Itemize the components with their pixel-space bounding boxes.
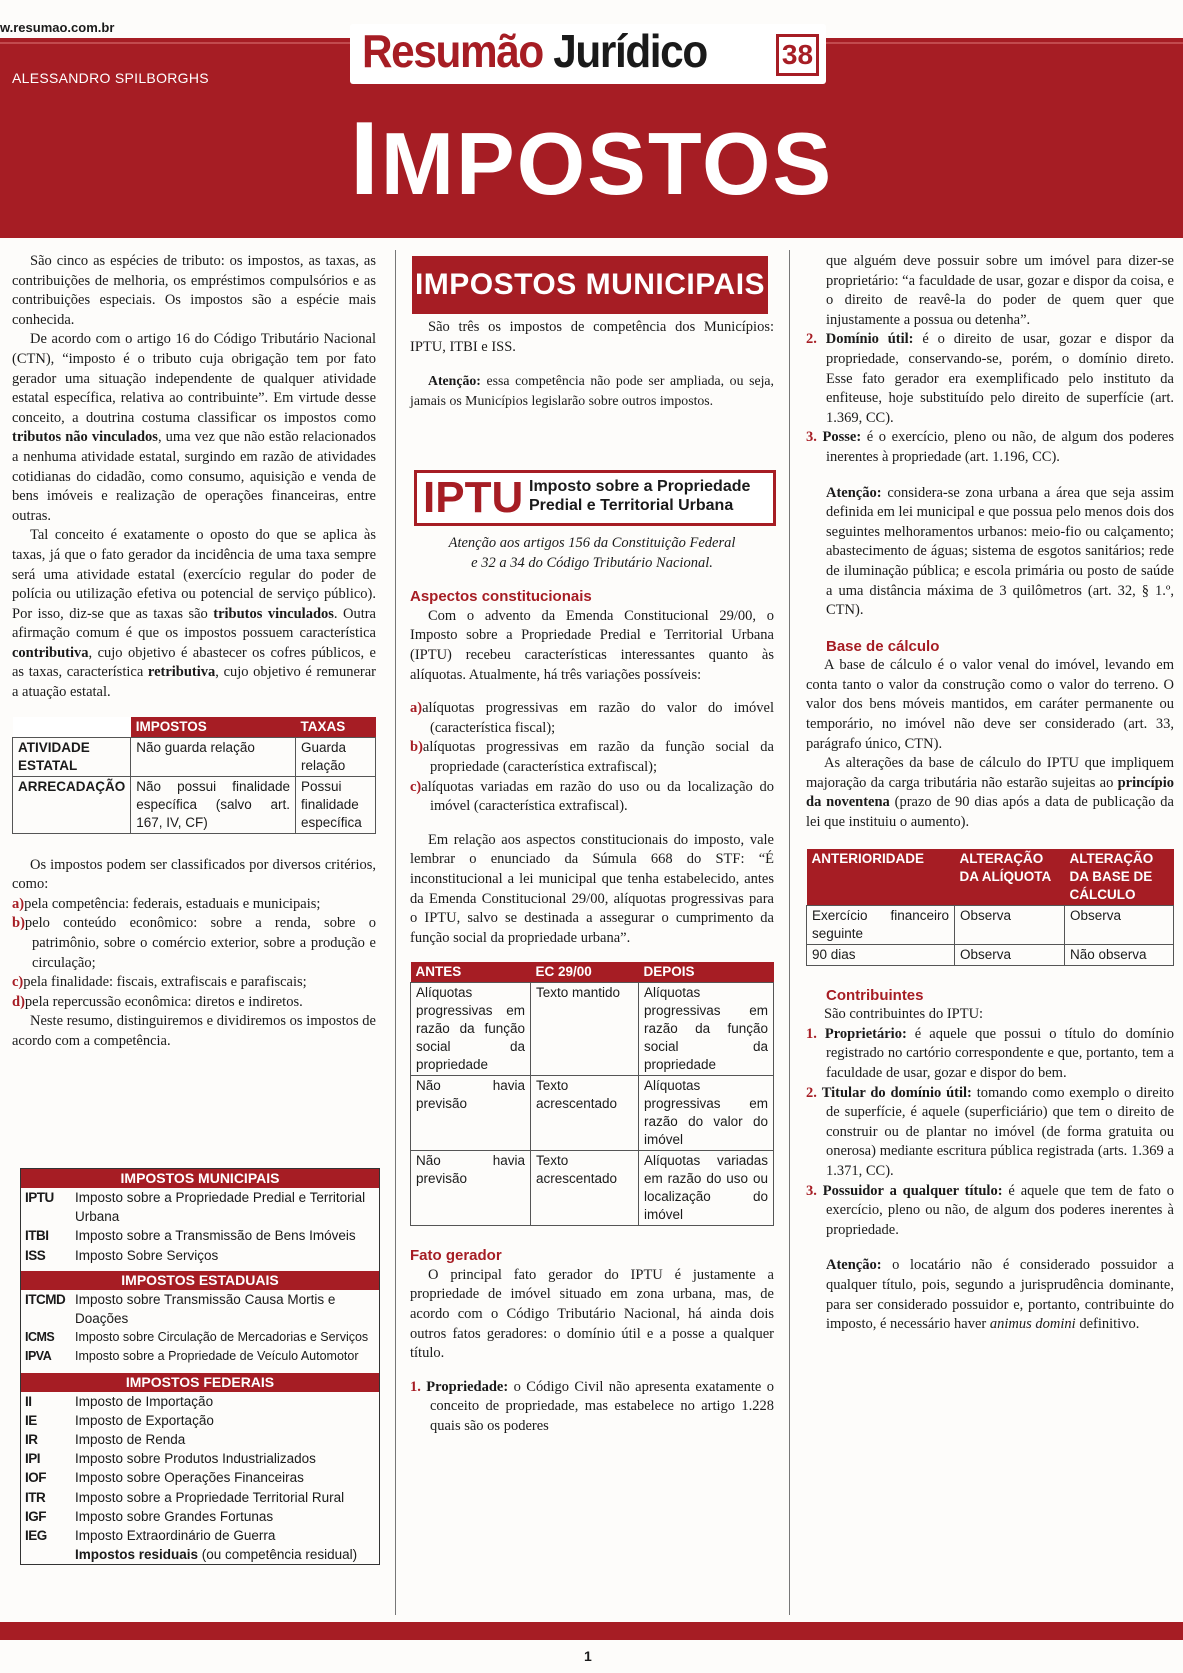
paragraph: que alguém deve possuir sobre um imóvel para dizer-se proprietário: “a faculdade de usar, gozar e dispor da coisa, e o direito de reavê-la do poder de quem quer que injustamente a possua ou detenha”. [826,253,1174,328]
list-item [410,1378,774,1437]
text: (ou competência residual) [198,1547,358,1563]
table-cell: Observa [1065,905,1174,944]
list-label: c) [12,974,24,991]
list-text: pela finalidade: fiscais, extrafiscais e parafiscais; [23,974,307,991]
table-row [13,776,376,833]
tax-row [21,1545,379,1564]
table-cell: Não guarda relação [131,737,296,776]
brand-part2: Jurídico [553,25,707,77]
list-item [410,738,774,777]
list-label: 1. [410,1378,421,1395]
list-label: 3. [806,1182,817,1199]
section-heading: Contribuintes [826,986,924,1004]
tax-row [21,1468,379,1487]
list-item [806,1182,1174,1241]
tax-row [21,1328,379,1347]
list-item [12,993,376,1013]
tax-abbr: ITR [25,1489,46,1505]
list-label: b) [12,915,25,932]
tax-name: Imposto sobre a Propriedade de Veículo Automotor [75,1349,359,1364]
iptu-heading-box [414,470,776,526]
table-header-row [411,962,774,983]
ec-table [410,962,774,1226]
table-cell: ARRECADAÇÃO [13,776,131,833]
tax-abbr: IGF [25,1508,46,1524]
tax-abbr: IR [25,1432,38,1448]
tax-abbr: IPI [25,1451,41,1467]
list-label: d) [12,993,25,1010]
fato-gerador-list-cont [806,330,1174,467]
table-row [807,944,1174,965]
column-divider-2 [789,250,790,1615]
tax-abbr: IOF [25,1470,46,1486]
bold-text: Domínio útil: [825,331,914,348]
table-cell: Observa [955,944,1065,965]
iptu-full-name: Imposto sobre a Propriedade Predial e Territorial Urbana [529,478,751,514]
bold-text: Atenção: [428,373,481,389]
section-heading: Aspectos constitucionais [410,588,592,606]
list-text: tomando como exemplo o direito de superfície, é aquele (superficiário) que tem o direito de construir ou de plantar no imóvel (de forma gratuita ou onerosa) mediante escritura pública registrada (arts. 1.369 a 1.371, CC). [826,1084,1175,1179]
text: (prazo de 90 dias após a data de publicação da lei que instituiu o aumento). [806,794,1174,831]
table-cell: Texto acrescentado [531,1151,639,1226]
tax-name: Imposto sobre a Propriedade Territorial Rural [75,1489,345,1505]
tax-abbr-empty [25,1545,75,1564]
table-cell: Alíquotas progressivas em razão da função social da propriedade [411,983,531,1076]
table-row [411,1151,774,1226]
list-text: é o direito de usar, gozar e dispor da propriedade, conservando-se, porém, o domínio direto. Esse fato gerador era exemplificado pelo instituto da enfiteuse, hoje substituído pelo direito de superfície (art. 1.369, CC). [826,331,1175,426]
text: . Outra afirmação comum é que os impostos possuem característica [12,605,376,642]
list-label: a) [12,895,25,912]
tax-row [21,1411,379,1430]
list-text: o Código Civil não apresenta exatamente o conceito de propriedade, mas estabelece no artigo 1.228 quais são os poderes [430,1378,775,1435]
table-cell: Alíquotas progressivas em razão da função social da propriedade [639,983,774,1076]
text: De acordo com o artigo 16 do Código Tributário Nacional (CTN), “imposto é o tributo cuja obrigação tem por fato gerador uma situação independente de qualquer atividade estatal específica, relativa ao contribuinte”. Em virtude desse conceito, a doutrina costuma classificar os impostos como [12,331,376,426]
site-url: w.resumao.com.br [0,20,115,35]
bold-text: Proprietário: [824,1025,907,1042]
impostos-taxas-table [12,717,376,834]
attention-note [410,371,774,410]
section-heading: Fato gerador [410,1247,502,1265]
tax-row [21,1488,379,1507]
bold-text: Possuidor a qualquer título: [822,1182,1003,1199]
bold-text: tributos vinculados [213,605,334,622]
list-item [806,1084,1174,1182]
table-header: TAXAS [296,717,376,738]
table-header-row [807,849,1174,906]
table-cell: ATIVIDADE ESTATAL [13,737,131,776]
table-cell: Não observa [1065,944,1174,965]
criteria-list [12,895,376,1013]
list-text: alíquotas progressivas em razão do valor do imóvel (característica fiscal); [422,700,774,736]
tax-name: Imposto sobre Circulação de Mercadorias e Serviços [75,1330,369,1345]
text: o locatário não é considerado possuidor a qualquer título, pois, segundo a jurisprudência dominante, para ser considerado possuidor e, portanto, contribuinte do imposto, é necessário haver [826,1257,1174,1333]
list-item [12,895,376,915]
table-cell: 90 dias [807,944,955,965]
paragraph: São cinco as espécies de tributo: os impostos, as taxas, as contribuições de melhoria, os empréstimos compulsórios e as contribuições especiais. Os impostos são a espécie mais conhecida. [12,253,376,328]
tax-name: Imposto de Renda [75,1432,186,1448]
attention-note [806,1256,1174,1334]
text: As alterações da base de cálculo do IPTU que impliquem majoração da carga tributária não estarão sujeitas ao [806,755,1174,791]
tax-abbr: ITCMD [25,1291,66,1307]
column-divider-1 [395,250,396,1615]
list-item [12,973,376,993]
page-title [0,100,1183,219]
column-3 [806,252,1174,1335]
paragraph: Com o advento da Emenda Constitucional 29/00, o Imposto sobre a Propriedade Predial e Territorial Urbana (IPTU) recebeu características interessantes quanto às alíquotas. Atualmente, há três variações possíveis: [410,607,774,683]
table-cell: Não possui finalidade específica (salvo art. 167, IV, CF) [131,776,296,833]
tax-name: Imposto sobre Operações Financeiras [75,1470,304,1486]
bold-text: Titular do domínio útil: [821,1084,972,1101]
bold-text: Propriedade: [426,1378,509,1395]
list-item [806,1025,1174,1084]
tax-name: Imposto sobre Grandes Fortunas [75,1508,274,1524]
list-label: b) [410,739,423,756]
paragraph: O principal fato gerador do IPTU é justamente a propriedade de imóvel situado em zona urbana, mas, de acordo com o Código Tributário Nacional, há ainda dois outros fatos geradores: o domínio útil e a posse a qualquer título. [410,1266,774,1362]
table-cell: Possui finalidade específica [296,776,376,833]
list-label: 2. [806,331,817,348]
tax-name: Imposto sobre Transmissão Causa Mortis e Doações [75,1291,336,1327]
bold-text: Atenção: [826,1257,882,1274]
table-row [411,1076,774,1151]
list-label: 3. [806,429,817,446]
bold-text: contributiva [12,644,89,661]
tax-abbr: IE [25,1412,37,1428]
tax-name: Imposto Sobre Serviços [75,1247,219,1263]
table-header: ALTERAÇÃO DA BASE DE CÁLCULO [1065,849,1174,906]
italic-text: animus domini [989,1316,1076,1333]
list-item [12,914,376,973]
brand-part1: Resumão [362,25,543,77]
attention-note [806,484,1174,621]
table-header [13,717,131,738]
tax-group-title: IMPOSTOS MUNICIPAIS [21,1169,379,1188]
table-cell: Alíquotas progressivas em razão do valor do imóvel [639,1076,774,1151]
brand-title [362,24,707,78]
table-header: ANTES [411,962,531,983]
list-text: é aquele que possui o título do domínio registrado no cartório correspondente e que, portanto, tem a faculdade de usar, gozar e dispor do bem. [826,1025,1174,1081]
tax-abbr: IPTU [25,1190,54,1205]
bold-text: Posse: [822,429,862,446]
paragraph: Em relação aos aspectos constitucionais do imposto, vale lembrar o enunciado da Súmula 668 do STF: “É inconstitucional a lei municipal que tenha estabelecido, antes da Emenda Constitucional 29/00, alíquotas progressivas para o IPTU, salvo se destinada a assegurar o cumprimento da função social da propriedade urbana”. [410,831,774,946]
paragraph: São três os impostos de competência dos Municípios: IPTU, ITBI e ISS. [410,319,774,355]
table-cell: Guarda relação [296,737,376,776]
list-text: é o exercício, pleno ou não, de algum dos poderes inerentes à propriedade (art. 1.196, CC). [826,429,1175,465]
tax-row [21,1226,379,1245]
list-item [806,428,1174,467]
paragraph: São contribuintes do IPTU: [824,1006,984,1023]
bold-text: Impostos residuais [75,1547,199,1563]
tax-row [21,1290,379,1328]
title-first-letter: I [349,101,381,217]
table-cell: Texto acrescentado [531,1076,639,1151]
table-cell: Exercício financeiro seguinte [807,905,955,944]
tax-row [21,1392,379,1411]
list-text: pela competência: federais, estaduais e municipais; [24,895,321,912]
paragraph [12,526,376,702]
tax-name: Imposto Extraordinário de Guerra [75,1528,276,1544]
paragraph [806,754,1174,832]
tax-abbr: ISS [25,1247,46,1263]
text: , cujo objetivo é remunerar a atuação estatal. [12,664,376,701]
list-label: c) [410,778,422,795]
anterioridade-table [806,849,1174,966]
column-1 [12,252,376,1052]
tax-group-title: IMPOSTOS ESTADUAIS [21,1271,379,1290]
text: Tal conceito é exatamente o oposto do que se aplica às taxas, já que o fato gerador da incidência de uma taxa sempre será uma atividade estatal (exercício regular do poder de polícia ou utilização efetiva ou potencial de serviço público). Por isso, diz-se que as taxas são [12,527,376,622]
tax-row [21,1246,379,1265]
fato-gerador-list [410,1378,774,1437]
tax-row [21,1507,379,1526]
title-rest: MPOSTOS [380,114,834,213]
list-item [410,778,774,817]
table-header: DEPOIS [639,962,774,983]
bold-text: Atenção: [826,484,882,501]
paragraph: Os impostos podem ser classificados por diversos critérios, como: [12,856,376,893]
footer-band [0,1622,1183,1640]
contribuintes-list [806,1025,1174,1241]
text: essa competência não pode ser ampliada, ou seja, jamais os Municípios legislarão sobre outros impostos. [410,373,774,408]
page-number: 1 [584,1648,592,1664]
tax-row [21,1430,379,1449]
tax-row [21,1188,379,1226]
tax-row [21,1526,379,1545]
table-header: IMPOSTOS [131,717,296,738]
paragraph: Neste resumo, distinguiremos e dividiremos os impostos de acordo com a competência. [12,1013,376,1049]
tax-row [21,1449,379,1468]
list-item [806,330,1174,428]
column-2 [410,534,774,1437]
bold-text: tributos não vinculados [12,429,158,446]
tax-name: Imposto sobre a Propriedade Predial e Territorial Urbana [75,1190,366,1225]
tax-abbr: IEG [25,1528,47,1544]
tax-abbr: II [25,1393,32,1409]
tax-abbr: IPVA [25,1349,52,1364]
table-header-row [13,717,376,738]
list-label: 1. [806,1025,817,1042]
list-text: é aquele que tem de fato o exercício, pleno ou não, de algum dos poderes inerentes à propriedade. [826,1182,1174,1238]
author-name: ALESSANDRO SPILBORGHS [12,70,209,86]
tax-name: Imposto sobre a Transmissão de Bens Imóveis [75,1228,356,1244]
iptu-abbr: IPTU [423,473,524,522]
list-text: alíquotas progressivas em razão da função social da propriedade (característica extrafiscal); [422,739,774,775]
table-cell: Alíquotas variadas em razão do uso ou localização do imóvel [639,1151,774,1226]
tax-name: Imposto de Exportação [75,1412,214,1428]
text: , cujo objetivo é abastecer os cofres públicos, e as taxas, característica [12,644,376,681]
text: considera-se zona urbana a área que seja assim definida em lei municipal e que possua pelo menos dois dos seguintes melhoramentos urbanos: meio-fio ou calçamento; abastecimento de águas; sistema de esgotos sanitários; rede de iluminação pública; e escola primária ou posto de saúde a uma distância máxima de 3 quilômetros (art. 32, § 1.º, CTN). [826,484,1174,619]
text: , uma vez que não estão relacionados a nenhuma atividade estatal, surgindo em razão de atividades cotidianas do cidadão, como consumo, aquisição e venda de bens imóveis e realização de operações financeiras, entre outras. [12,429,376,524]
list-text: alíquotas variadas em razão do uso ou da localização do imóvel (característica extrafiscal). [421,778,774,815]
bold-text: princípio da noventena [806,774,1174,811]
tax-list-table [20,1168,380,1565]
table-row [807,905,1174,944]
table-header: ALTERAÇÃO DA ALÍQUOTA [955,849,1065,906]
tax-row [21,1347,379,1366]
bold-text: retributiva [147,664,216,681]
tax-group-title: IMPOSTOS FEDERAIS [21,1373,379,1392]
tax-name: Imposto de Importação [75,1393,214,1409]
variations-list [410,699,774,817]
column-2-intro [410,318,774,410]
table-cell: Observa [955,905,1065,944]
text: definitivo. [1075,1316,1140,1333]
italic-note: Atenção aos artigos 156 da Constituição Federal e 32 a 34 do Código Tributário Nacional. [448,535,736,571]
paragraph [12,330,376,526]
list-text: pela repercussão econômica: diretos e indiretos. [24,993,303,1010]
table-cell: Não havia previsão [411,1076,531,1151]
table-cell: Texto mantido [531,983,639,1076]
paragraph: A base de cálculo é o valor venal do imóvel, levando em conta tanto o valor da construção como o valor do terreno. O valor dos bens móveis mantidos, em caráter permanente ou temporário, no imóvel não deve ser considerado (art. 33, parágrafo único, CTN). [806,657,1174,752]
section-heading: Base de cálculo [826,637,940,655]
table-row [411,983,774,1076]
table-cell: Não havia previsão [411,1151,531,1226]
list-label: 2. [806,1084,817,1101]
issue-number: 38 [776,34,819,76]
table-header: ANTERIORIDADE [807,849,955,906]
list-item [410,699,774,738]
list-text: pelo conteúdo econômico: sobre a renda, sobre o patrimônio, sobre o comércio exterior, sobre a produção e circulação; [24,915,376,971]
table-header: EC 29/00 [531,962,639,983]
tax-name: Imposto sobre Produtos Industrializados [75,1451,316,1467]
list-label: a) [410,700,423,717]
tax-name [75,1545,375,1564]
tax-abbr: ITBI [25,1228,49,1244]
section-banner: IMPOSTOS MUNICIPAIS [412,256,768,314]
table-row [13,737,376,776]
tax-abbr: ICMS [25,1330,55,1345]
